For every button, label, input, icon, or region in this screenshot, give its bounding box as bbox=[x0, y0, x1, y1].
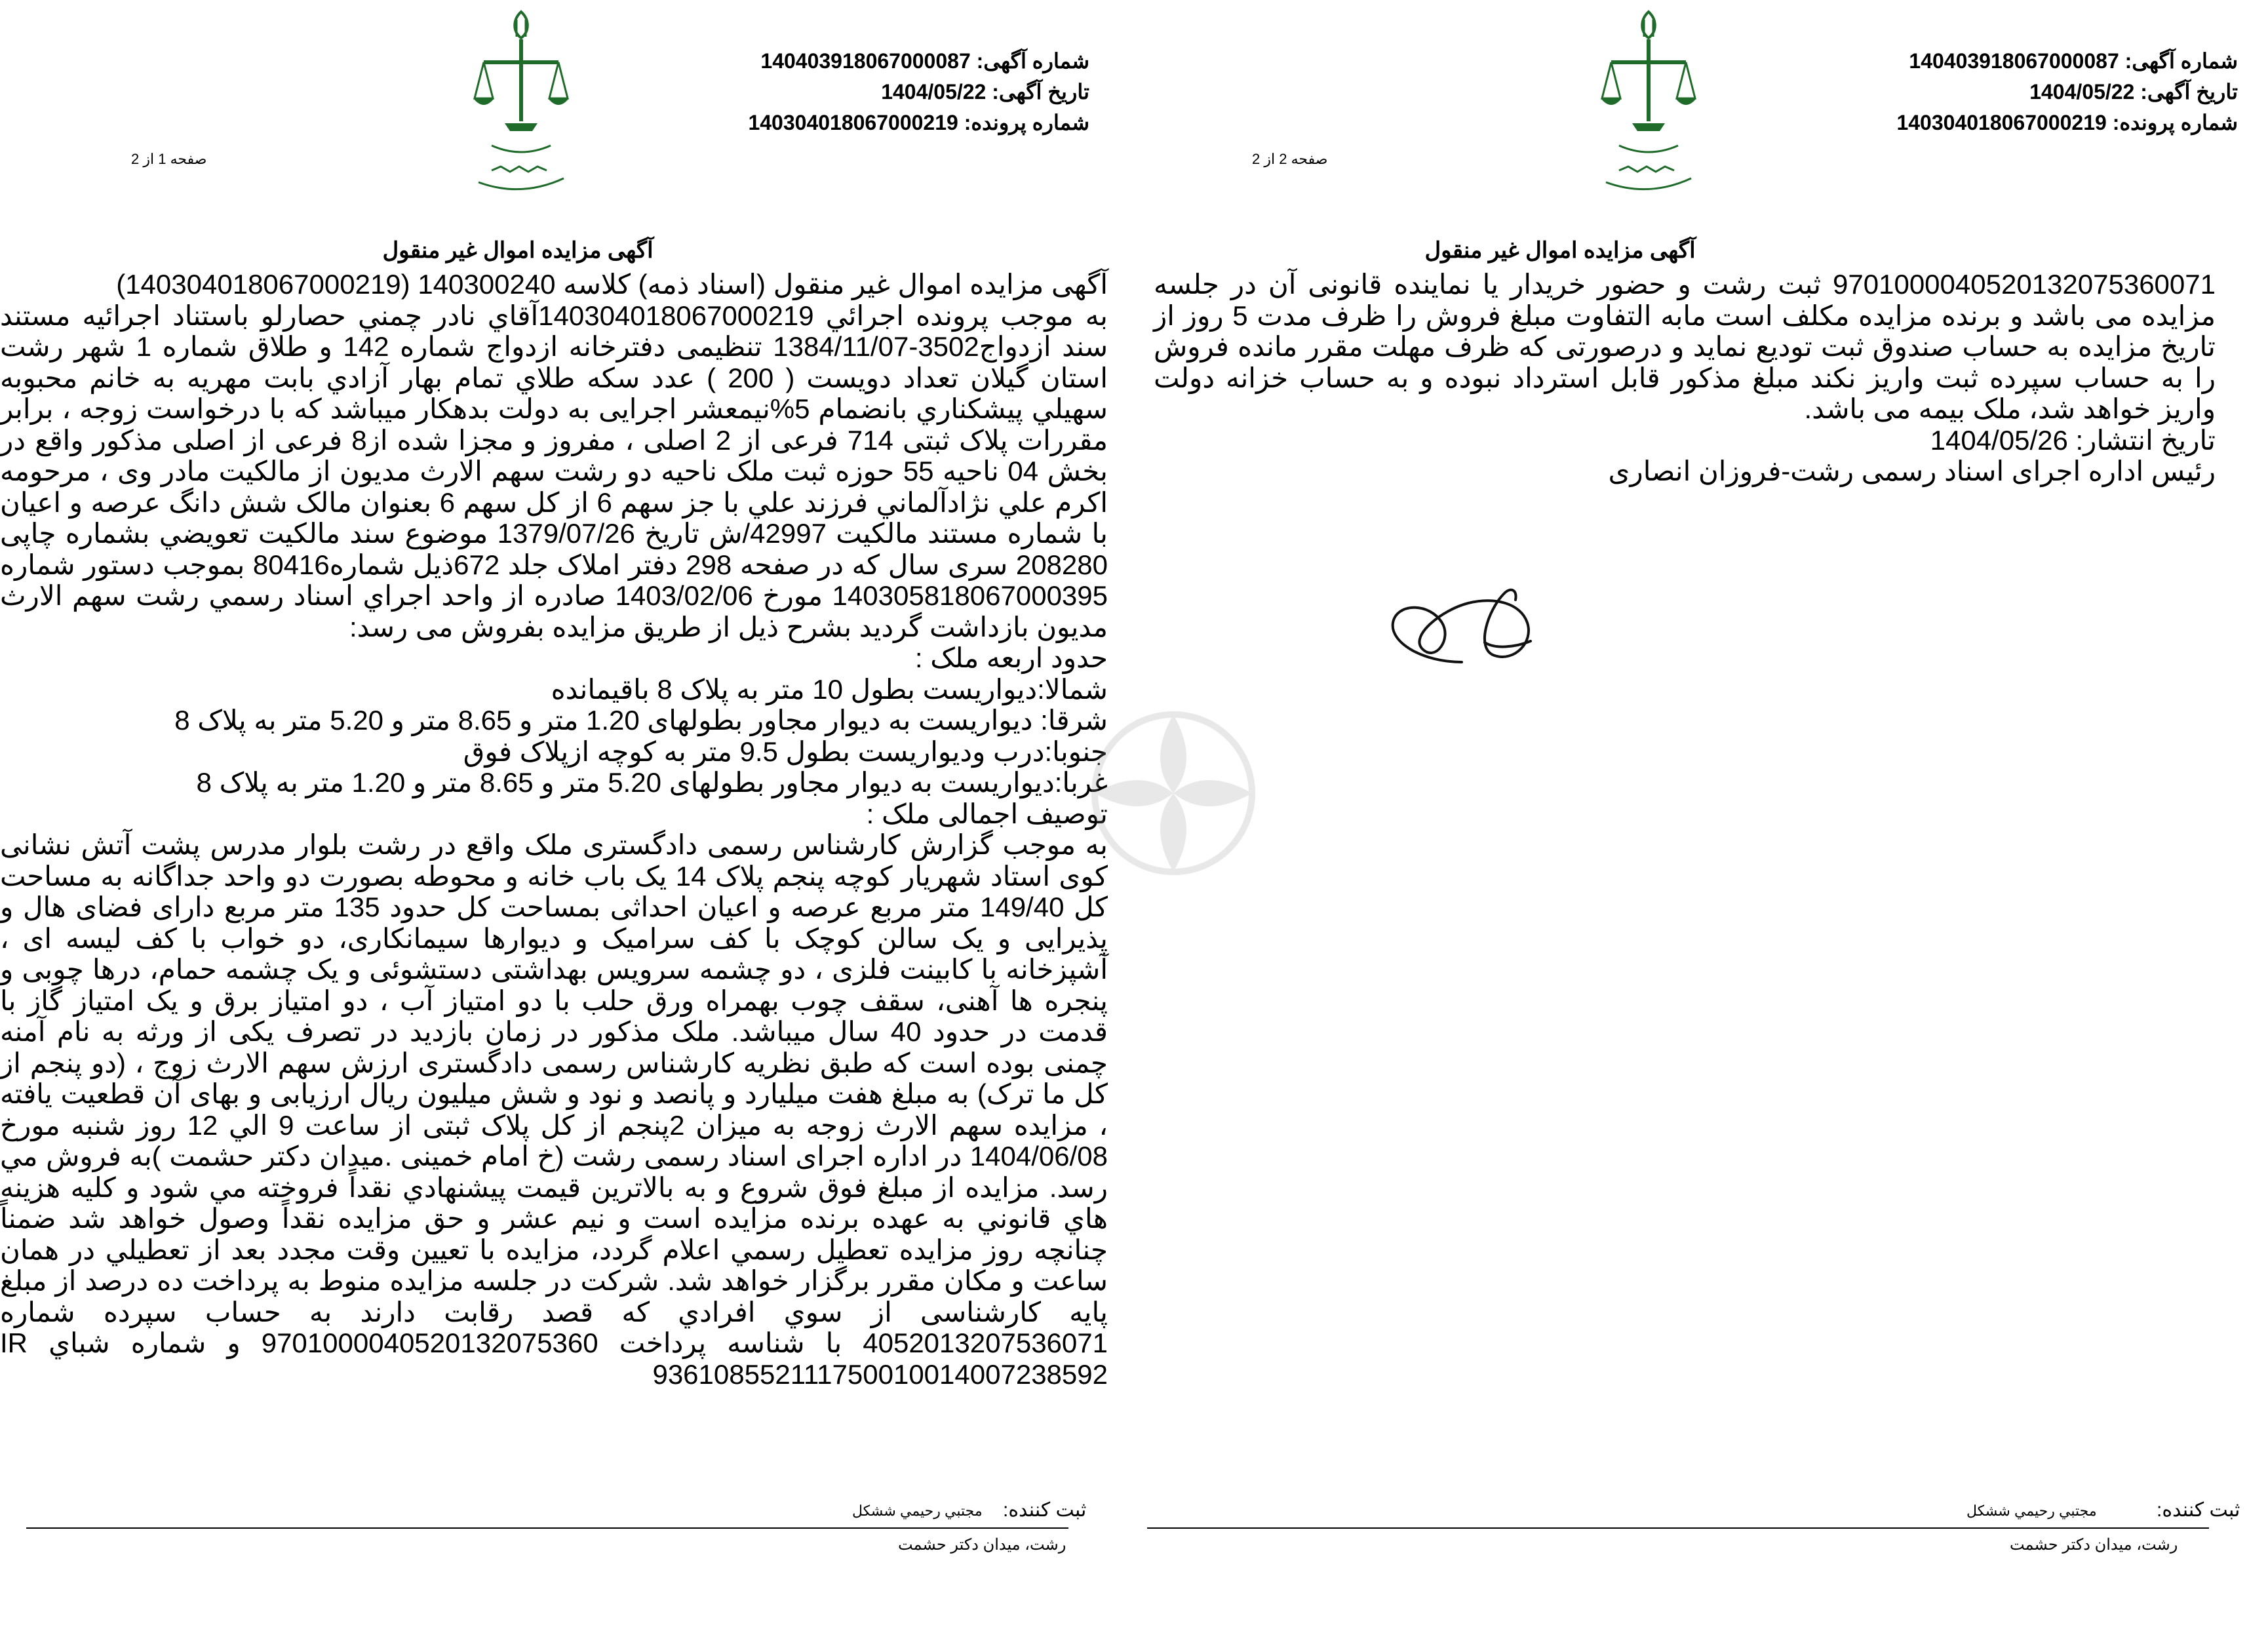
ad-meta: شماره آگهی: 140403918067000087 تاریخ آگهی: 1404/05/22 شماره پرونده: 140304018067000219 bbox=[1896, 49, 2238, 134]
ad-meta: شماره آگهی: 140403918067000087 تاریخ آگهی: 1404/05/22 شماره پرونده: 140304018067000219 bbox=[748, 49, 1089, 134]
signatory: رئيس اداره اجرای اسناد رسمی رشت-فروزان انصاری bbox=[1608, 456, 2216, 486]
paragraph: آگهی مزایده اموال غیر منقول (اسناد ذمه) کلاسه 140300240 (140304018067000219) bbox=[116, 269, 1108, 300]
page-title: آگهی مزایده اموال غیر منقول bbox=[1424, 238, 1696, 263]
announcement-body bbox=[0, 269, 1108, 1390]
page-number: صفحه 2 از 2 bbox=[1252, 151, 1328, 167]
boundary-south: جنوبا:درب وديواريست بطول 9.5 متر به كوچه ازپلاک فوق bbox=[463, 736, 1108, 767]
registrar-name: مجتبي رحيمي ششكل bbox=[1966, 1503, 2097, 1519]
page-title: آگهی مزایده اموال غیر منقول bbox=[382, 238, 654, 263]
paragraph: 9701000040520132075360071 ثبت رشت و حضور خريدار يا نماينده قانونی آن در جلسه مزايده می باشد و برنده مزايده مكلف است مابه التفاوت مبلغ فروش را ظرف مدت 5 روز از تاريخ مزايده به حساب صندوق ثبت توديع نمايد و درصورتی كه ظرف مهلت مقرر مانده فروش را به حساب سپرده ثبت واريز نكند مبلغ مذكور قابل استرداد نبوده و به حساب خزانه دولت واريز خواهد شد، ملک بيمه می باشد. bbox=[1154, 269, 2216, 424]
page-number: صفحه 1 از 2 bbox=[131, 151, 207, 167]
boundaries-title: حدود اربعه ملک : bbox=[914, 642, 1108, 673]
boundary-east: شرقا: ديواريست به ديوار مجاور بطولهای 1.20 متر و 8.65 متر و 5.20 متر به پلاک 8 bbox=[174, 705, 1108, 736]
boundary-west: غربا:ديواريست به ديوار مجاور بطولهای 5.20 متر و 8.65 متر و 1.20 متر به پلاک 8 bbox=[196, 767, 1108, 798]
description: به موجب گزارش كارشناس رسمی دادگستری ملک واقع در رشت بلوار مدرس پشت آتش نشانی كوی استاد شهريار كوچه پنجم پلاک 14 يک باب خانه و محوطه بصورت دو واحد جداگانه به مساحت كل 149/40 متر مربع عرصه و اعيان احداثی بمساحت كل حدود 135 متر مربع دارای فضای هال و پذيرايی و يک سالن كوچک با كف سراميک و ديوارها سيمانكاری، دو خواب با كف ليسه ای ، آشپزخانه با كابينت فلزی ، دو چشمه سرويس بهداشتی دستشوئی و يک چشمه حمام، درها چوبی و پنجره ها آهنی، سقف چوب بهمراه ورق حلب با دو امتياز آب ، دو امتياز برق و يک امتياز گاز با قدمت در حدود 40 سال ميباشد. ملک مذكور در زمان بازديد در تصرف يكی از ورثه به نام آمنه چمنی بوده است كه طبق نظريه كارشناس رسمی دادگستری ارزش سهم الارث زوج ، (دو پنجم از كل ما ترک) به مبلغ هفت ميليارد و پانصد و نود و شش ميليون ريال ارزيابی و بهای آن قطعيت يافته ، مزايده سهم الارث زوجه به ميزان 2پنجم از كل پلاک ثبتی از ساعت 9 الي 12 روز شنبه مورخ 1404/06/08 در اداره اجرای اسناد رسمی رشت (خ امام خمينی .ميدان دكتر حشمت )به فروش مي رسد. مزايده از مبلغ فوق شروع و به بالاترين قيمت پيشنهادي نقداً فروخته مي شود و كليه هزينه هاي قانوني به عهده برنده مزايده است و نيم عشر و حق مزايده نقداً وصول خواهد شد ضمناً چنانچه روز مزايده تعطيل رسمي اعلام گردد، مزايده با تعيين وقت مجدد بعد از تعطيلي در همان ساعت و مكان مقرر برگزار خواهد شد. شركت در جلسه مزايده منوط به پرداخت ده درصد از مبلغ پايه كارشناسی از سوي افرادي كه قصد رقابت دارند به حساب سپرده شماره 4052013207536071 با شناسه پرداخت 9701000040520132075360 و شماره شباي IR 936108552111750010014007238592 bbox=[0, 829, 1108, 1390]
address: رشت، ميدان دكتر حشمت bbox=[2010, 1536, 2178, 1554]
handwritten-signature bbox=[1363, 564, 1567, 688]
footer-divider bbox=[1147, 1527, 2209, 1529]
address: رشت، ميدان دكتر حشمت bbox=[898, 1536, 1066, 1554]
page-2 bbox=[1134, 0, 2268, 1631]
footer-divider bbox=[26, 1527, 1068, 1529]
paragraph: به موجب پرونده اجرائي 140304018067000219آقاي نادر چمني حصارلو باستناد اجرائيه مستند سند ازدواج3502-1384/11/07 تنظيمی دفترخانه ازدواج شماره 142 و طلاق شماره 1 شهر رشت استان گيلان تعداد دويست ( 200 ) عدد سكه طلاي تمام بهار آزادي بابت مهريه به خانم محبوبه سهيلي پيشكناري بانضمام 5%نيمعشر اجرايی به دولت بدهكار ميباشد كه با درخواست زوجه ، برابر مقررات پلاک ثبتی 714 فرعی از 2 اصلی ، مفروز و مجزا شده از8 فرعی از اصلی مذكور واقع در بخش 04 ناحيه 55 حوزه ثبت ملک ناحيه دو رشت سهم الارث مديون از مالكيت مادر وی ، مرحومه اكرم علي نژادآلماني فرزند علي با جز سهم 6 از كل سهم 6 بعنوان مالک شش دانگ عرصه و اعيان با شماره مستند مالكيت 42997/ش تاريخ 1379/07/26 موضوع سند مالكيت تعويضي بشماره چاپی 208280 سری سال كه در صفحه 298 دفتر املاک جلد 672ذيل شماره80416 بموجب دستور شماره 140305818067000395 مورخ 1403/02/06 صادره از واحد اجراي اسناد رسمي رشت سهم الارث مديون بازداشت گرديد بشرح ذيل از طريق مزايده بفروش می رسد: bbox=[0, 300, 1108, 642]
publish-date: تاريخ انتشار: 1404/05/26 bbox=[1930, 424, 2216, 456]
registrar-name: مجتبي رحيمي ششكل bbox=[852, 1503, 983, 1519]
description-title: توصيف اجمالی ملک : bbox=[866, 798, 1108, 829]
registrar-label: ثبت كننده: bbox=[2157, 1499, 2240, 1521]
announcement-body bbox=[1154, 269, 2216, 487]
registrar-label: ثبت كننده: bbox=[1003, 1499, 1087, 1521]
judiciary-emblem-icon bbox=[472, 7, 570, 197]
boundary-north: شمالا:ديواريست بطول 10 متر به پلاک 8 باقيمانده bbox=[551, 673, 1108, 705]
judiciary-emblem-icon bbox=[1599, 7, 1698, 197]
